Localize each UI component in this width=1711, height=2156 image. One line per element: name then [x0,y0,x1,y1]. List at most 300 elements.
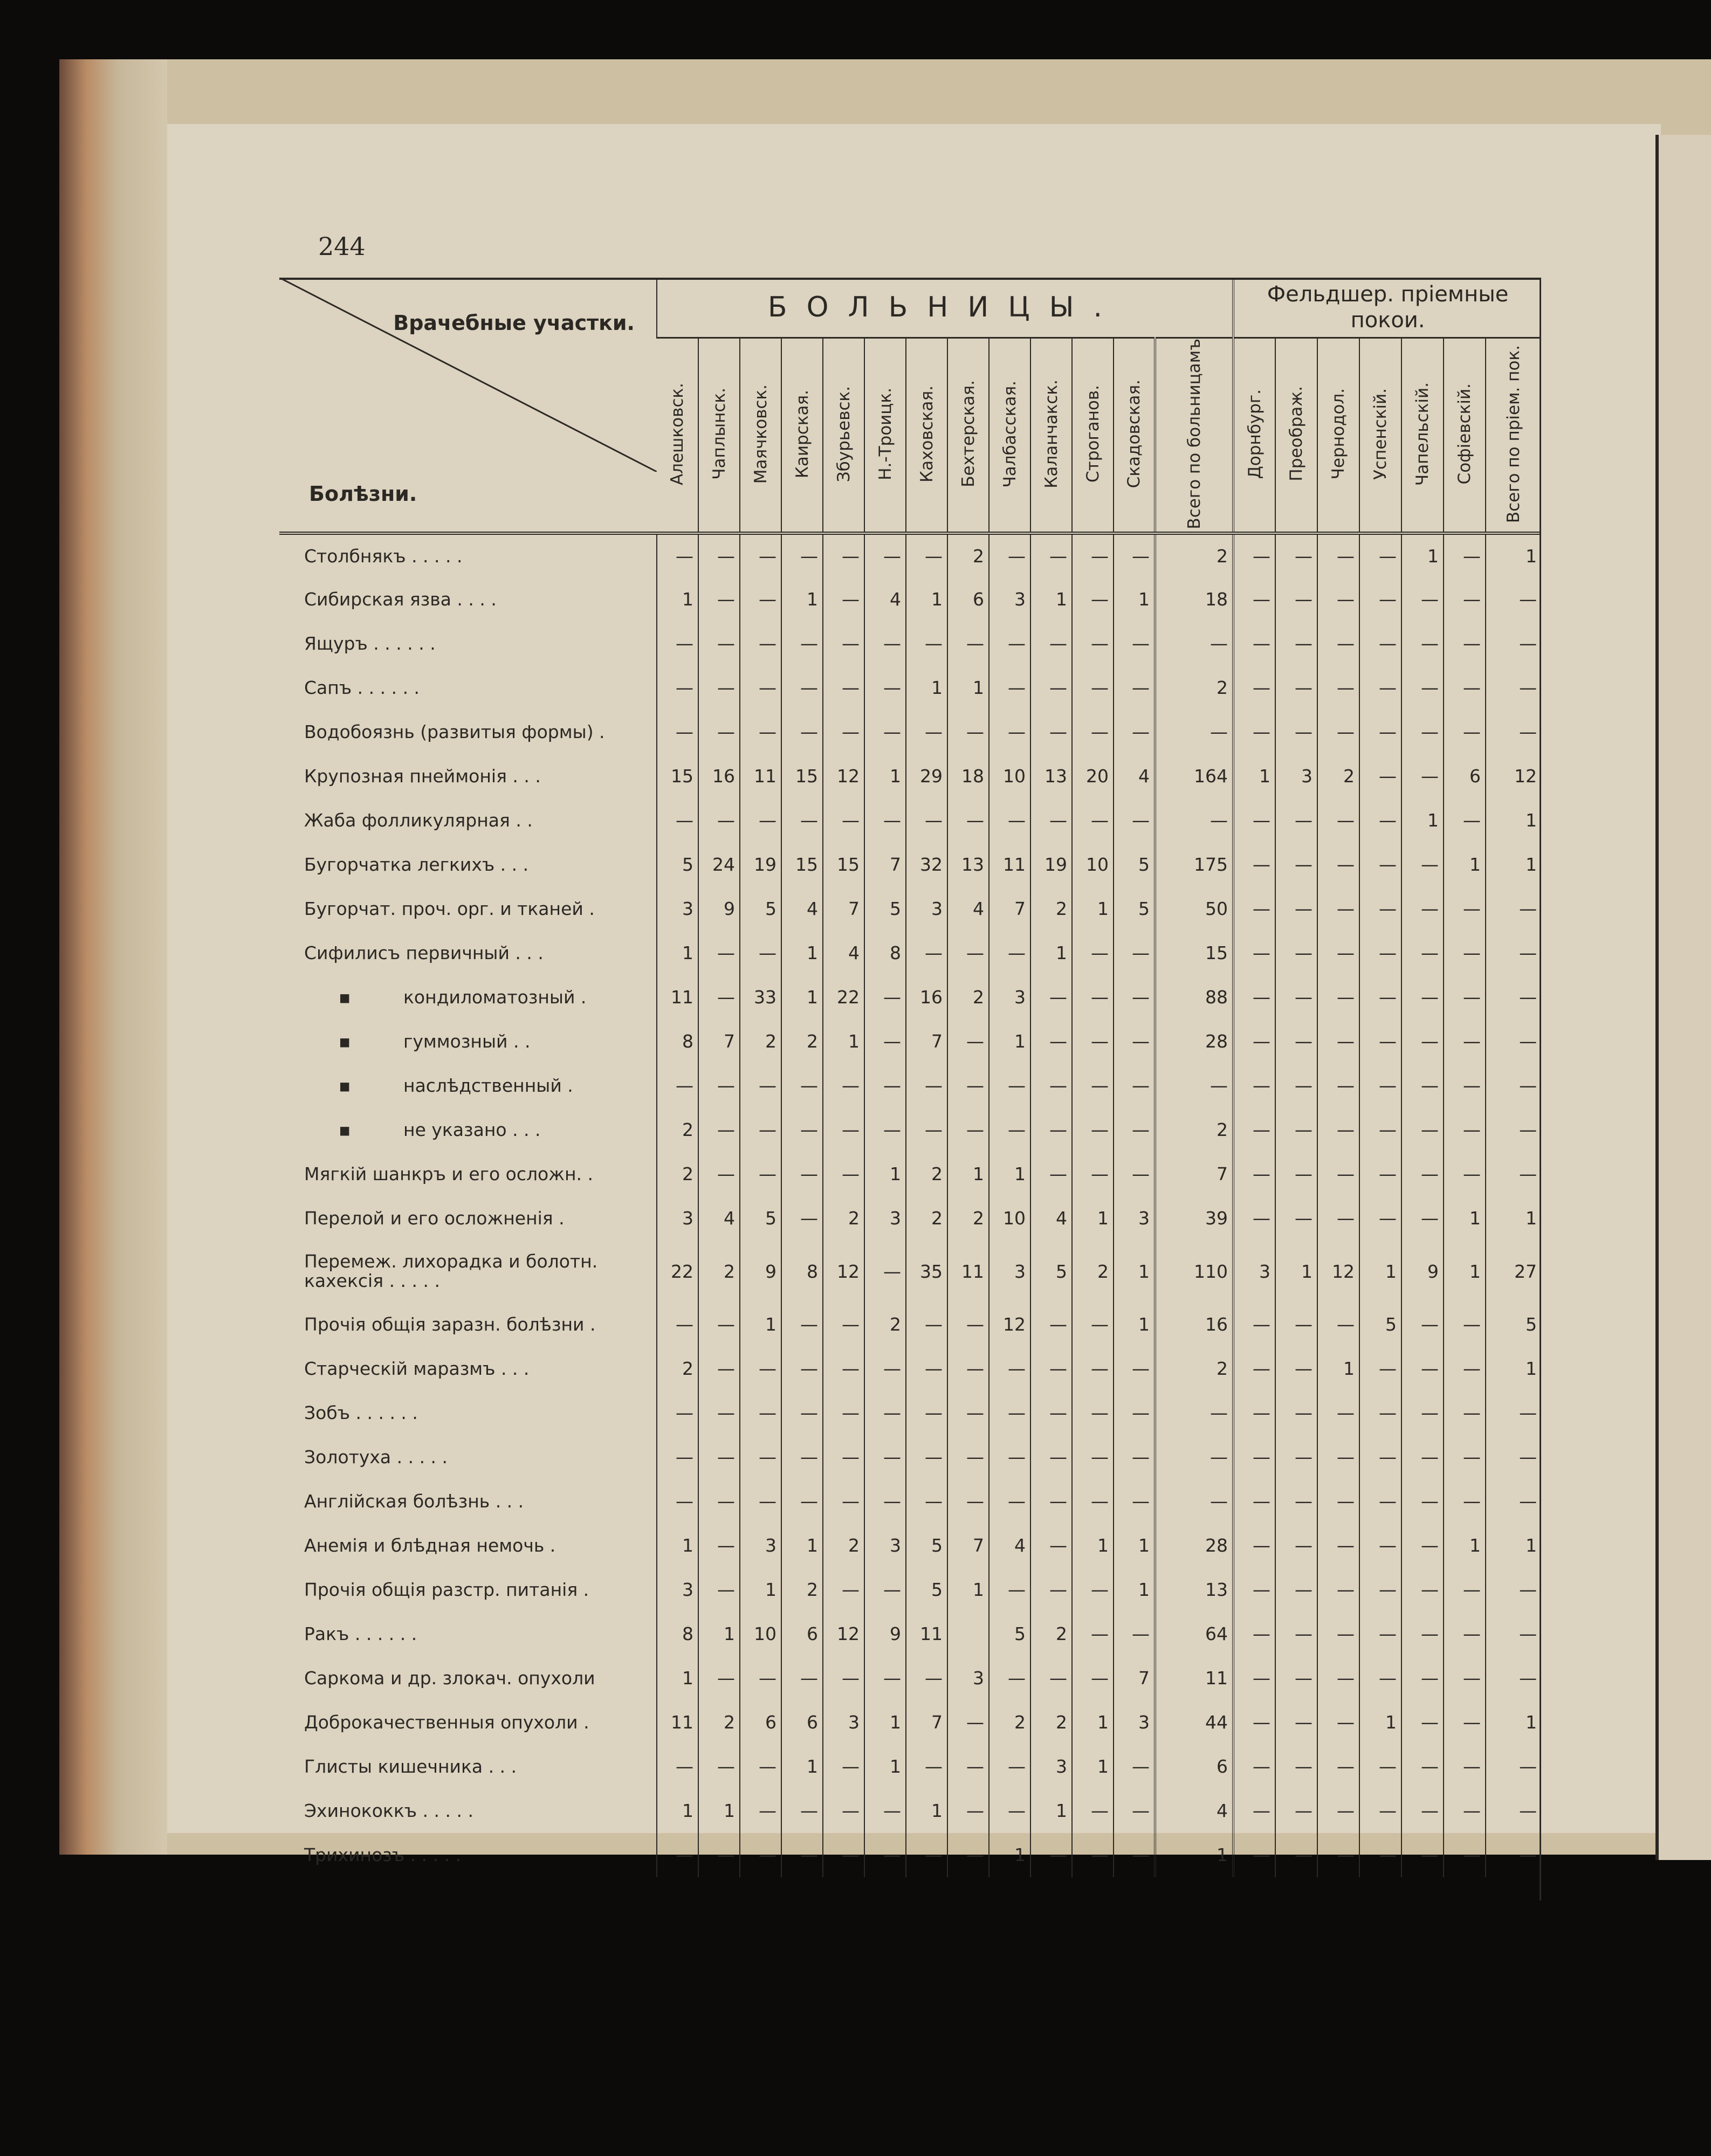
disease-name-cell [279,1612,657,1656]
value-cell: — [1444,1303,1486,1347]
value-cell: — [1030,1303,1072,1347]
value-cell: — [1359,975,1401,1020]
value-cell: — [1444,577,1486,622]
value-cell: — [1444,1700,1486,1745]
column-header [1233,338,1275,533]
value-cell: — [1401,1612,1444,1656]
value-cell [947,1612,989,1656]
value-cell: — [1072,1568,1114,1612]
table-row [279,1391,1541,1435]
value-cell: — [1233,533,1275,577]
value-cell: — [906,1833,947,1877]
value-cell: — [1275,1435,1317,1479]
value-cell: 11 [989,843,1030,887]
value-cell: — [1401,1833,1444,1877]
value-cell: 4 [781,887,823,931]
value-cell: 1 [906,666,947,710]
value-cell: — [906,622,947,666]
disease-name: Трихинозъ . . . . . [304,1844,462,1866]
value-cell: 18 [947,754,989,798]
value-cell: 1 [1444,1524,1486,1568]
value-cell: — [1275,798,1317,843]
value-cell: — [1030,666,1072,710]
value-cell: 3 [657,1196,698,1241]
table-row [279,1789,1541,1833]
value-cell: — [823,1435,864,1479]
value-cell: — [989,622,1030,666]
value-cell: — [698,577,740,622]
disease-name: Анемія и блѣдная немочь . [304,1535,556,1556]
value-cell: — [1030,1435,1072,1479]
value-cell: 9 [1401,1241,1444,1303]
table-row [279,1833,1541,1877]
value-cell: — [698,1479,740,1524]
value-cell: — [1275,1833,1317,1877]
value-cell: — [1317,1524,1359,1568]
value-cell: — [1486,666,1541,710]
value-cell: — [1233,577,1275,622]
column-header [657,338,698,533]
table-row [279,710,1541,754]
value-cell: — [740,1347,781,1391]
value-cell: 9 [740,1241,781,1303]
value-cell: 12 [989,1303,1030,1347]
value-cell: 2 [1155,1347,1233,1391]
value-cell: 7 [906,1700,947,1745]
table-row [279,622,1541,666]
value-cell: — [1317,622,1359,666]
value-cell: 6 [740,1700,781,1745]
value-cell: — [1359,1020,1401,1064]
value-cell: 15 [657,754,698,798]
value-cell: — [1444,1568,1486,1612]
value-cell: — [1317,1020,1359,1064]
disease-name: Столбнякъ . . . . . [304,545,463,567]
value-cell: — [1233,1435,1275,1479]
value-cell: — [989,1347,1030,1391]
value-cell: 2 [1155,533,1233,577]
column-header [1155,338,1233,533]
value-cell: — [1401,754,1444,798]
value-cell: — [781,1479,823,1524]
value-cell: 4 [823,931,864,975]
value-cell: 1 [1486,1524,1541,1568]
value-cell: — [823,1568,864,1612]
value-cell: 7 [698,1020,740,1064]
column-header [740,338,781,533]
value-cell: — [823,1152,864,1196]
disease-name-cell [279,1347,657,1391]
value-cell: — [1486,1152,1541,1196]
value-cell: — [989,710,1030,754]
header-corner-cell [279,278,657,533]
next-page-edge [1655,135,1711,1860]
value-cell: — [698,1108,740,1152]
value-cell: 1 [1486,1347,1541,1391]
column-header [864,338,906,533]
value-cell: — [1359,1833,1401,1877]
value-cell: — [740,622,781,666]
value-cell: — [698,1568,740,1612]
column-header [1401,338,1444,533]
disease-name: Старческій маразмъ . . . [304,1358,530,1380]
value-cell: — [1072,798,1114,843]
value-cell: — [657,666,698,710]
column-header-label: Маячковск. [751,384,771,484]
value-cell: 18 [1155,577,1233,622]
corner-diagonal-line [279,278,657,472]
value-cell: — [1317,1612,1359,1656]
disease-name-cell [279,1479,657,1524]
value-cell: — [698,931,740,975]
column-header-label: Успенскій. [1371,388,1391,480]
value-cell: — [823,1391,864,1435]
value-cell: — [1359,1479,1401,1524]
column-header [1072,338,1114,533]
value-cell: — [906,1064,947,1108]
value-cell: — [864,666,906,710]
value-cell: 7 [823,887,864,931]
value-cell: 3 [989,1241,1030,1303]
value-cell: 1 [1030,577,1072,622]
disease-name-cell [279,1789,657,1833]
value-cell: 1 [906,1789,947,1833]
value-cell: — [947,1108,989,1152]
value-cell: 20 [1072,754,1114,798]
value-cell: — [1317,1789,1359,1833]
value-cell: 1 [1114,577,1155,622]
value-cell: 4 [698,1196,740,1241]
value-cell: — [1444,1391,1486,1435]
value-cell: 22 [657,1241,698,1303]
value-cell: — [657,1745,698,1789]
value-cell: — [1275,1347,1317,1391]
disease-name: не указано . . . [403,1119,541,1141]
value-cell: 15 [823,843,864,887]
disease-name-cell [279,1524,657,1568]
value-cell: 1 [864,1152,906,1196]
column-header-label: Бехтерская. [958,380,978,488]
value-cell: — [1317,1479,1359,1524]
table-row [279,1347,1541,1391]
value-cell: 1 [1486,843,1541,887]
value-cell: — [823,1745,864,1789]
value-cell: — [781,1789,823,1833]
value-cell: — [1486,1020,1541,1064]
disease-name-cell [279,533,657,577]
value-cell: — [1401,622,1444,666]
value-cell: — [1072,1347,1114,1391]
value-cell: 32 [906,843,947,887]
value-cell: — [947,710,989,754]
value-cell: — [947,1391,989,1435]
value-cell: — [1486,622,1541,666]
disease-name: Ракъ . . . . . . [304,1623,417,1645]
value-cell: — [989,1656,1030,1700]
value-cell: 27 [1486,1241,1541,1303]
value-cell: — [1233,887,1275,931]
value-cell: — [823,622,864,666]
value-cell: — [1359,1108,1401,1152]
value-cell: — [1233,1656,1275,1700]
value-cell: 10 [1072,843,1114,887]
value-cell: 44 [1155,1700,1233,1745]
value-cell: — [1317,1833,1359,1877]
value-cell: — [698,798,740,843]
table-row [279,754,1541,798]
table-row [279,1303,1541,1347]
value-cell: — [1486,1789,1541,1833]
value-cell: 1 [1486,798,1541,843]
value-cell: — [1114,1612,1155,1656]
value-cell: — [1155,798,1233,843]
value-cell: — [1114,666,1155,710]
value-cell: — [906,1479,947,1524]
value-cell: — [1030,1568,1072,1612]
corner-title-diseases: Болѣзни. [309,481,417,506]
column-header [1275,338,1317,533]
disease-name-cell [279,1391,657,1435]
column-header-label: Каланчакск. [1041,379,1061,488]
value-cell: — [1444,1347,1486,1391]
value-cell: 28 [1155,1524,1233,1568]
value-cell: — [781,1435,823,1479]
value-cell: 10 [740,1612,781,1656]
value-cell: — [823,1064,864,1108]
column-header-label: Строганов. [1083,385,1103,483]
value-cell: — [947,1020,989,1064]
disease-name-cell [279,1152,657,1196]
value-cell: — [1275,1391,1317,1435]
value-cell: 13 [947,843,989,887]
value-cell: 5 [740,887,781,931]
value-cell: 2 [1030,1700,1072,1745]
value-cell: — [1275,1745,1317,1789]
value-cell: — [1114,1152,1155,1196]
value-cell: — [1072,1789,1114,1833]
value-cell: 3 [657,887,698,931]
value-cell: 2 [1072,1241,1114,1303]
table-header-groups [279,278,1541,338]
value-cell: — [864,1108,906,1152]
value-cell: — [989,1391,1030,1435]
value-cell: — [1030,798,1072,843]
column-header [823,338,864,533]
value-cell: 1 [1401,533,1444,577]
value-cell: — [698,1303,740,1347]
value-cell: — [1486,975,1541,1020]
column-header [906,338,947,533]
value-cell: — [1317,887,1359,931]
value-cell: — [1030,622,1072,666]
value-cell: — [906,1435,947,1479]
disease-name: Зобъ . . . . . . [304,1402,418,1424]
value-cell: — [1030,1656,1072,1700]
value-cell: — [740,533,781,577]
column-header [1030,338,1072,533]
column-header [1114,338,1155,533]
value-cell: — [1359,666,1401,710]
value-cell: 12 [823,754,864,798]
value-cell: — [1401,975,1444,1020]
value-cell: — [1233,798,1275,843]
value-cell: 3 [906,887,947,931]
ditto-mark: ▪ [339,1031,351,1052]
value-cell: — [1155,1064,1233,1108]
value-cell: — [823,1656,864,1700]
value-cell: — [1233,666,1275,710]
column-header-label: Софіевскій. [1455,383,1475,485]
value-cell: — [657,1479,698,1524]
value-cell: — [823,1479,864,1524]
value-cell: 8 [657,1612,698,1656]
disease-name-cell [279,798,657,843]
value-cell: 1 [657,1656,698,1700]
value-cell: 1 [781,1745,823,1789]
value-cell: 1 [657,1789,698,1833]
value-cell: — [1233,975,1275,1020]
column-header [1359,338,1401,533]
value-cell: — [989,1789,1030,1833]
value-cell: 5 [989,1612,1030,1656]
value-cell: — [698,1152,740,1196]
table-row [279,1568,1541,1612]
value-cell: 16 [698,754,740,798]
group-header-hospitals: БОЛЬНИЦЫ. [657,278,1233,338]
value-cell: — [1401,843,1444,887]
value-cell: — [906,931,947,975]
disease-name-cell [279,710,657,754]
value-cell: — [1317,843,1359,887]
value-cell: — [1486,1745,1541,1789]
value-cell: 1 [1444,1241,1486,1303]
value-cell: — [906,533,947,577]
value-cell: — [1444,1479,1486,1524]
disease-name-cell [279,1656,657,1700]
table-row [279,975,1541,1020]
disease-name: Глисты кишечника . . . [304,1756,517,1778]
value-cell: 2 [1155,1108,1233,1152]
disease-name: Золотуха . . . . . [304,1446,448,1468]
value-cell: 13 [1030,754,1072,798]
value-cell: — [1233,1568,1275,1612]
value-cell: — [1401,931,1444,975]
value-cell: — [1275,1568,1317,1612]
value-cell: — [1114,1789,1155,1833]
value-cell: — [864,1833,906,1877]
value-cell: 2 [781,1568,823,1612]
disease-name: Жаба фолликулярная . . [304,810,533,831]
value-cell: — [1444,1152,1486,1196]
value-cell: — [906,710,947,754]
value-cell: — [1275,1524,1317,1568]
value-cell: — [1072,1833,1114,1877]
value-cell: — [947,1064,989,1108]
value-cell: — [989,931,1030,975]
value-cell: — [1275,931,1317,975]
value-cell: — [947,1700,989,1745]
value-cell: — [781,1108,823,1152]
disease-name: Бугорчатка легкихъ . . . [304,854,529,876]
value-cell: 1 [657,931,698,975]
table-row [279,1064,1541,1108]
value-cell: — [1275,1064,1317,1108]
value-cell: 8 [657,1020,698,1064]
value-cell: — [781,1656,823,1700]
value-cell: — [1401,1568,1444,1612]
value-cell: 1 [947,1568,989,1612]
value-cell: — [1401,1524,1444,1568]
value-cell: — [1317,1656,1359,1700]
value-cell: — [1233,622,1275,666]
value-cell: — [1401,1435,1444,1479]
value-cell: 9 [864,1612,906,1656]
value-cell: — [947,622,989,666]
value-cell: — [740,1391,781,1435]
column-header-label: Каховская. [917,385,937,483]
value-cell: — [1359,1196,1401,1241]
value-cell: — [1233,1020,1275,1064]
value-cell: — [1317,1568,1359,1612]
value-cell: — [1030,975,1072,1020]
column-header-label: Преображ. [1287,386,1307,482]
column-header-label: Чаплынск. [709,388,729,480]
value-cell: — [1072,1391,1114,1435]
value-cell: — [1401,887,1444,931]
value-cell: — [1317,1303,1359,1347]
value-cell: — [781,710,823,754]
value-cell: — [1317,1152,1359,1196]
disease-name: гуммозный . . [403,1031,531,1052]
disease-name: Водобоязнь (развитыя формы) . [304,721,605,743]
value-cell: — [657,1435,698,1479]
value-cell: 12 [1486,754,1541,798]
value-cell: 5 [1114,887,1155,931]
value-cell: 35 [906,1241,947,1303]
value-cell: 11 [906,1612,947,1656]
column-header [1317,338,1359,533]
column-header-label: Всего по пріем. пок. [1504,345,1524,523]
disease-name-cell [279,1833,657,1877]
value-cell: — [1072,1303,1114,1347]
table-row [279,1152,1541,1196]
value-cell: 1 [657,577,698,622]
value-cell: 2 [657,1108,698,1152]
value-cell: — [906,1108,947,1152]
value-cell: — [1275,1656,1317,1700]
value-cell: — [740,798,781,843]
value-cell: — [657,533,698,577]
value-cell: 1 [947,666,989,710]
value-cell: 13 [1155,1568,1233,1612]
value-cell: 5 [1359,1303,1401,1347]
value-cell: 1 [1275,1241,1317,1303]
value-cell: — [1233,1745,1275,1789]
value-cell: 6 [1155,1745,1233,1789]
column-header-label: Каирская. [792,389,812,478]
value-cell: 4 [989,1524,1030,1568]
table-row [279,887,1541,931]
value-cell: — [823,798,864,843]
value-cell: 1 [1114,1303,1155,1347]
value-cell: — [1030,533,1072,577]
value-cell: 1 [906,577,947,622]
value-cell: 3 [864,1196,906,1241]
value-cell: 10 [989,1196,1030,1241]
value-cell: 4 [1030,1196,1072,1241]
value-cell: — [1359,1152,1401,1196]
value-cell: — [906,1656,947,1700]
